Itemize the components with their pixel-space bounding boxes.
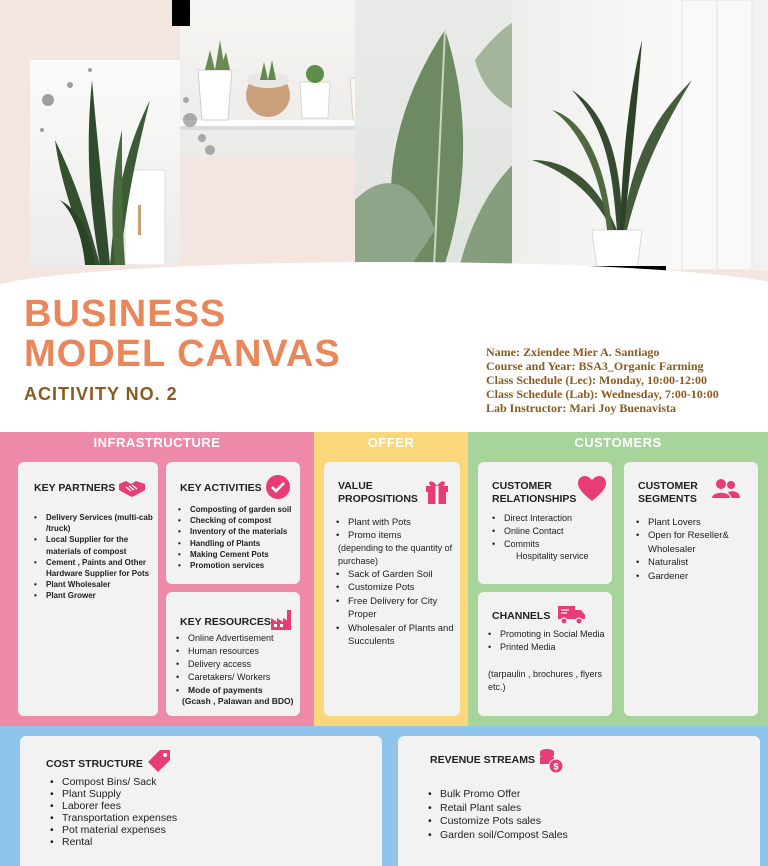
customers-heading: CUSTOMERS: [574, 435, 662, 450]
list-item: • Promoting in Social Media: [484, 628, 608, 641]
key-partners-card: [18, 462, 158, 716]
svg-text:$: $: [553, 761, 559, 772]
list-item: • Wholesaler of Plants and Succulents: [332, 622, 460, 649]
hero-photo-collage: [0, 0, 768, 290]
value-propositions-title: [338, 480, 418, 506]
list-item: • Gardener: [632, 570, 756, 583]
revenue-streams-card: [398, 736, 760, 866]
cost-structure-title: COST STRUCTURE: [46, 758, 143, 770]
student-name: Name: Zxiendee Mier A. Santiago: [486, 345, 660, 359]
payment-modes-note: (Gcash , Palawan and BDO): [182, 696, 294, 706]
coins-icon: [538, 746, 564, 779]
key-partners-list: [30, 512, 156, 602]
course-year: Course and Year: BSA3_Organic Farming: [486, 359, 704, 373]
hospitality-text: Hospitality service: [516, 551, 589, 561]
list-item: • Plant Supply: [46, 788, 366, 800]
list-item: • Open for Reseller& Wholesaler: [632, 529, 756, 556]
list-item: • Customize Pots: [332, 581, 460, 594]
customer-relationships-list: [488, 512, 608, 551]
list-item: • Bulk Promo Offer: [424, 788, 744, 802]
list-item: • Delivery access: [172, 658, 298, 671]
list-item: • Delivery Services (multi-cab /truck): [30, 512, 156, 534]
key-activities-list: [174, 504, 298, 571]
heart-icon: [578, 476, 606, 507]
list-item: • Transportation expenses: [46, 812, 366, 824]
title-line: VALUE: [338, 480, 373, 492]
tropical-leaves-photo: [355, 0, 535, 290]
channels-card: [478, 592, 612, 716]
channels-title: CHANNELS: [492, 610, 551, 622]
list-item: • Retail Plant sales: [424, 802, 744, 816]
revenue-streams-list: [424, 788, 744, 842]
list-item: • Compost Bins/ Sack: [46, 776, 366, 788]
price-tag-icon: [146, 748, 172, 779]
list-item: • Composting of garden soil: [174, 504, 298, 515]
factory-icon: [270, 608, 294, 635]
cost-structure-card: [20, 736, 382, 866]
delivery-truck-icon: [558, 604, 586, 631]
key-resources-list: [172, 632, 298, 697]
cost-structure-list: [46, 776, 366, 848]
list-item: • Handling of Plants: [174, 538, 298, 549]
page-title: [24, 294, 341, 374]
title-line-2: MODEL CANVAS: [24, 333, 341, 375]
value-propositions-list-b: [332, 568, 460, 648]
list-item: • Checking of compost: [174, 515, 298, 526]
list-item: • Plant Wholesaler: [30, 579, 156, 590]
key-resources-title: KEY RESOURCES: [180, 616, 271, 628]
list-item: • Customize Pots sales: [424, 815, 744, 829]
list-item: • Promotion services: [174, 560, 298, 571]
lab-schedule: Class Schedule (Lab): Wednesday, 7:00-10:00: [486, 387, 719, 401]
key-resources-card: [166, 592, 300, 716]
list-item: • Laborer fees: [46, 800, 366, 812]
title-line: CUSTOMER: [638, 480, 698, 492]
list-item: • Plant Grower: [30, 590, 156, 601]
value-propositions-list-a: [332, 516, 460, 543]
customer-segments-title: [638, 480, 698, 506]
list-item: • Commits: [488, 538, 608, 551]
list-item: • Rental: [46, 836, 366, 848]
list-item: • Direct Interaction: [488, 512, 608, 525]
list-item: • Inventory of the materials: [174, 526, 298, 537]
snake-plant-photo: [30, 60, 180, 265]
list-item: • Human resources: [172, 645, 298, 658]
handshake-icon: [118, 478, 146, 503]
customers-section: [468, 432, 768, 726]
list-item: • Sack of Garden Soil: [332, 568, 460, 581]
list-item: • Free Delivery for City Proper: [332, 595, 460, 622]
value-propositions-card: [324, 462, 460, 716]
users-icon: [712, 478, 740, 505]
list-item: • Mode of payments: [172, 684, 298, 697]
title-line: CUSTOMER: [492, 480, 552, 492]
revenue-streams-title: REVENUE STREAMS: [430, 754, 536, 766]
list-item: • Caretakers/ Workers: [172, 671, 298, 684]
list-item: • Pot material expenses: [46, 824, 366, 836]
key-activities-title: KEY ACTIVITIES: [180, 482, 262, 494]
offer-heading: OFFER: [367, 435, 415, 450]
list-item: • Plant Lovers: [632, 516, 756, 529]
title-line: RELATIONSHIPS: [492, 493, 577, 505]
title-line: SEGMENTS: [638, 493, 697, 505]
student-info: [486, 345, 719, 415]
gift-icon: [424, 476, 450, 509]
lab-instructor: Lab Instructor: Mari Joy Buenavista: [486, 401, 676, 415]
offer-section: [314, 432, 468, 726]
infrastructure-section: [0, 432, 314, 726]
list-item: • Garden soil/Compost Sales: [424, 829, 744, 843]
key-activities-card: [166, 462, 300, 584]
list-item: • Naturalist: [632, 556, 756, 569]
infrastructure-heading: INFRASTRUCTURE: [93, 435, 221, 450]
title-line: PROPOSITIONS: [338, 493, 418, 505]
list-item: • Cement , Paints and Other Hardware Supplier for Pots: [30, 557, 156, 579]
list-item: • Online Advertisement: [172, 632, 298, 645]
key-partners-title: KEY PARTNERS: [34, 482, 116, 494]
customer-segments-card: [624, 462, 758, 716]
bird-of-paradise-photo: [512, 0, 768, 270]
list-item: • Printed Media: [484, 641, 608, 654]
customer-segments-list: [632, 516, 756, 583]
redaction-bar: [172, 0, 190, 26]
cost-revenue-section: [0, 726, 768, 866]
list-item: • Plant with Pots: [332, 516, 460, 529]
channels-list: [484, 628, 608, 654]
customer-relationships-title: [492, 480, 576, 506]
list-item: • Making Cement Pots: [174, 549, 298, 560]
customer-relationships-card: [478, 462, 612, 584]
list-item: • Local Supplier for the materials of compost: [30, 534, 156, 556]
checkmark-icon: [266, 475, 290, 504]
promo-note: (depending to the quantity of purchase): [338, 543, 453, 566]
activity-subtitle: ACITIVITY NO. 2: [24, 384, 178, 404]
list-item: • Promo items: [332, 529, 460, 542]
title-line-1: BUSINESS: [24, 293, 227, 335]
list-item: • Online Contact: [488, 525, 608, 538]
lecture-schedule: Class Schedule (Lec): Monday, 10:00-12:00: [486, 373, 707, 387]
printed-media-note: (tarpaulin , brochures , flyers etc.): [488, 669, 603, 692]
